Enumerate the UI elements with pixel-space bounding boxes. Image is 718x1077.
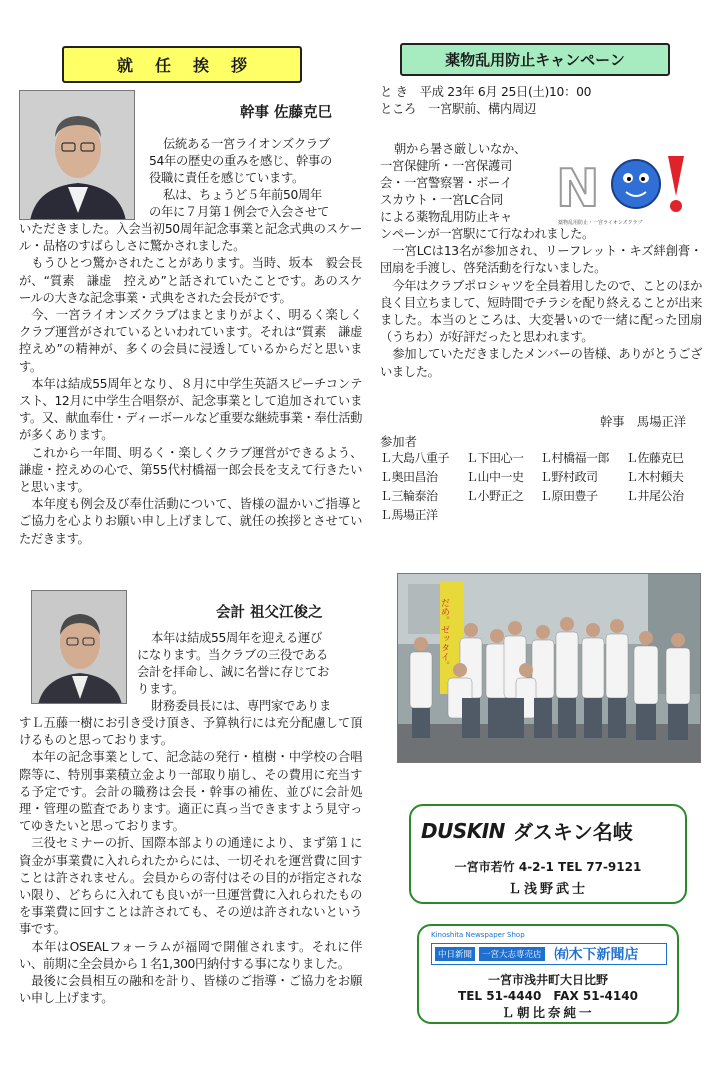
participant: Ｌ三輪泰治 [380, 489, 438, 503]
text-line: 私は、ちょうど５年前50周年 [163, 188, 323, 202]
event-date: と き 平成 23年 6月 25日(土)10：00 [380, 85, 592, 99]
paragraph: 最後に会員相互の融和を計り、皆様のご指導・ご協力をお願い申し上げます。 [19, 974, 362, 1006]
text-line: の年に７月第１例会で入会させて [149, 205, 329, 219]
paragraph: 本年は結成55周年となり、８月に中学生英語スピーチコンテスト、12月に中学生合唱祭が、記念事業として追加されています。又、献血奉仕・ディーボールなど重要な継続事業・奉仕活動が多くあります。 [19, 376, 362, 443]
ad-duskin [409, 804, 687, 904]
participant: Ｌ大島八重子 [380, 451, 450, 465]
text-line: 会・一宮警察署・ボーイ [380, 176, 512, 190]
duskin-brand-logo: DUSKIN [421, 818, 505, 843]
portrait-sato-illustration [20, 91, 135, 220]
duskin-shop-name: ダスキン名岐 [512, 820, 633, 844]
text-line: 一宮保健所・一宮保護司 [380, 159, 512, 173]
portrait-sobue-illustration [32, 591, 127, 704]
participants-label: 参加者 [380, 435, 417, 449]
ad-kinoshita [417, 924, 679, 1024]
text-line: 54年の歴史の重みを感じ、幹事の [149, 154, 333, 168]
participant: Ｌ奥田昌治 [380, 470, 438, 484]
participant: Ｌ馬場正洋 [380, 508, 438, 522]
paragraph: 今年はクラブポロシャツを全員着用したので、ことのほか良く目立ちまして、短時間でチラシを配り終えることが出来ました。本当のところは、大変暑いので一緒に配った団扇（うちわ）が好評だったと思われます。 [380, 278, 702, 345]
text-line: 役職に責任を感じています。 [149, 171, 304, 185]
participants-grid [380, 450, 702, 524]
no-logo-caption: 薬物乱用防止・一宮ライオンズクラブ [558, 220, 643, 226]
wrap-lines-section2 [137, 630, 362, 715]
wrap-lines-section1 [149, 136, 361, 221]
participant: Ｌ佐藤克巳 [626, 451, 684, 465]
participant: Ｌ木村頼夫 [626, 470, 684, 484]
paragraph: ンペーンが一宮駅にて行なわれました。 [380, 227, 594, 241]
byline-sobue: 会計 祖父江俊之 [216, 605, 323, 621]
text-line: スカウト・一宮LC合同 [380, 193, 503, 207]
heading-drug-campaign: 薬物乱用防止キャンペーン [400, 43, 670, 76]
kinoshita-address: 一宮市浅井町大日比野 [487, 973, 608, 987]
text-line: による薬物乱用防止キャ [380, 210, 512, 224]
participant: Ｌ原田豊子 [540, 489, 598, 503]
no-logo-graphic [550, 150, 700, 230]
duskin-person: Ｌ浅野武士 [507, 882, 588, 897]
portrait-photo-sobue [31, 590, 127, 704]
ad-duskin-header [421, 816, 679, 845]
paragraph: 参加していただきましたメンバーの皆様、ありがとうございました。 [380, 347, 702, 379]
no-drugs-logo [550, 150, 700, 230]
text-line: 朝から暑さ厳しいなか、 [394, 142, 526, 156]
body-text-campaign [380, 226, 702, 381]
paragraph: 本年度も例会及び奉仕活動について、皆様の温かいご指導とご協力を心よりお願い申し上げまして、就任の挨拶とさせていただきます。 [19, 497, 362, 546]
kinoshita-banner [431, 943, 667, 965]
paragraph: 一宮LCは13名が参加され、リーフレット・キズ絆創膏・団扇を手渡し、啓発活動を行ないました。 [380, 244, 702, 276]
wrap-lines-campaign [380, 141, 550, 226]
text-line: 会計を拝命し、誠に名誉に存じてお [137, 665, 329, 679]
text-line: 伝統ある一宮ライオンズクラブ [163, 137, 330, 151]
event-place: ところ 一宮駅前、構内周辺 [380, 102, 536, 116]
campaign-banner-text: だめ。ゼッタイ。 [439, 598, 449, 670]
paragraph: これから一年間、明るく・楽しくクラブ運営ができるよう、謙虚・控えめの心で、第55代村橋福一郎会長を支えて行きたいと思います。 [19, 445, 362, 495]
kinoshita-shop-name: ㈲木下新聞店 [554, 947, 639, 963]
text-line: になります。当クラブの三役である [137, 648, 328, 662]
participant: Ｌ井尾公治 [626, 489, 684, 503]
signature-baba: 幹事 馬場正洋 [600, 415, 687, 429]
text-line: 本年は結成55周年を迎える運び [151, 631, 323, 645]
participant: Ｌ野村政司 [540, 470, 598, 484]
kinoshita-person: Ｌ朝比奈純一 [501, 1005, 595, 1020]
duskin-address: 一宮市若竹 4-2-1 TEL 77-9121 [454, 860, 642, 874]
portrait-photo-sato [19, 90, 135, 220]
group-photo-scene [398, 574, 701, 763]
kinoshita-chip-chunichi: 中日新聞 [435, 947, 475, 961]
svg-text:N: N [556, 159, 600, 219]
paragraph: 本年の記念事業として、記念誌の発行・植樹・中学校の合唱際等に、特別事業積立金より一部取り崩し、その費用に充当する予定です。会計の職務は会長・幹事の補佐、並びに会計処理・管理の監査であります。適正に真っ当できますよう見守ってゆきたいと思っております。 [19, 750, 362, 834]
participant: Ｌ小野正之 [466, 489, 524, 503]
participant: Ｌ下田心一 [466, 451, 524, 465]
paragraph: いただきました。入会当初50周年記念事業と記念式典のスケール・品格のすばらしさに驚かされました。 [19, 222, 362, 254]
participant: Ｌ村橋福一郎 [540, 451, 610, 465]
text-line: ります。 [137, 682, 185, 696]
paragraph: もうひとつ驚かされたことがあります。当時、坂本 毅会長が、“質素 謙虚 控えめ”と話されていたことです。あのスケールの大きな記念事業・式典をされた会長がです。 [19, 256, 362, 305]
group-photo [397, 573, 701, 763]
participant: Ｌ山中一史 [466, 470, 524, 484]
text-line: 財務委員長には、専門家でありま [151, 699, 331, 713]
paragraph: 本年はOSEALフォーラムが福岡で開催されます。それに伴い、前期に全会員から１名1,300円納付する事になりました。 [19, 939, 362, 971]
kinoshita-chip-store: 一宮大志専売店 [479, 947, 545, 961]
byline-sato: 幹事 佐藤克巳 [240, 105, 333, 121]
body-text-section1 [19, 221, 374, 548]
paragraph: すＬ五藤一樹にお引き受け頂き、予算執行には充分配慮して頂けるものと思っております。 [19, 716, 362, 748]
heading-inauguration: 就任挨拶 [62, 46, 302, 83]
paragraph: 三役セミナーの折、国際本部よりの通達により、まず第１に資金が事業費に入れられたからには、一切それを運営費に回すことは許されません。会員からの寄付はその目的が指定されない限り、どちらに入れても良いが一旦運営費に入れられたものを事業費に回すことは許されても、その逆は許されないという事です。 [19, 836, 362, 937]
kinoshita-tag: Kinoshita Newspaper Shop [431, 931, 525, 939]
event-details [380, 84, 700, 118]
kinoshita-tel: TEL 51-4440 FAX 51-4140 [458, 989, 638, 1003]
body-text-section2 [19, 715, 362, 1007]
paragraph: 今、一宮ライオンズクラブはまとまりがよく、明るく楽しくクラブ運営がされているといわれています。それは“質素 謙虚 控えめ”の精神が、多くの会員に浸透しているからだと思います。 [19, 308, 374, 374]
